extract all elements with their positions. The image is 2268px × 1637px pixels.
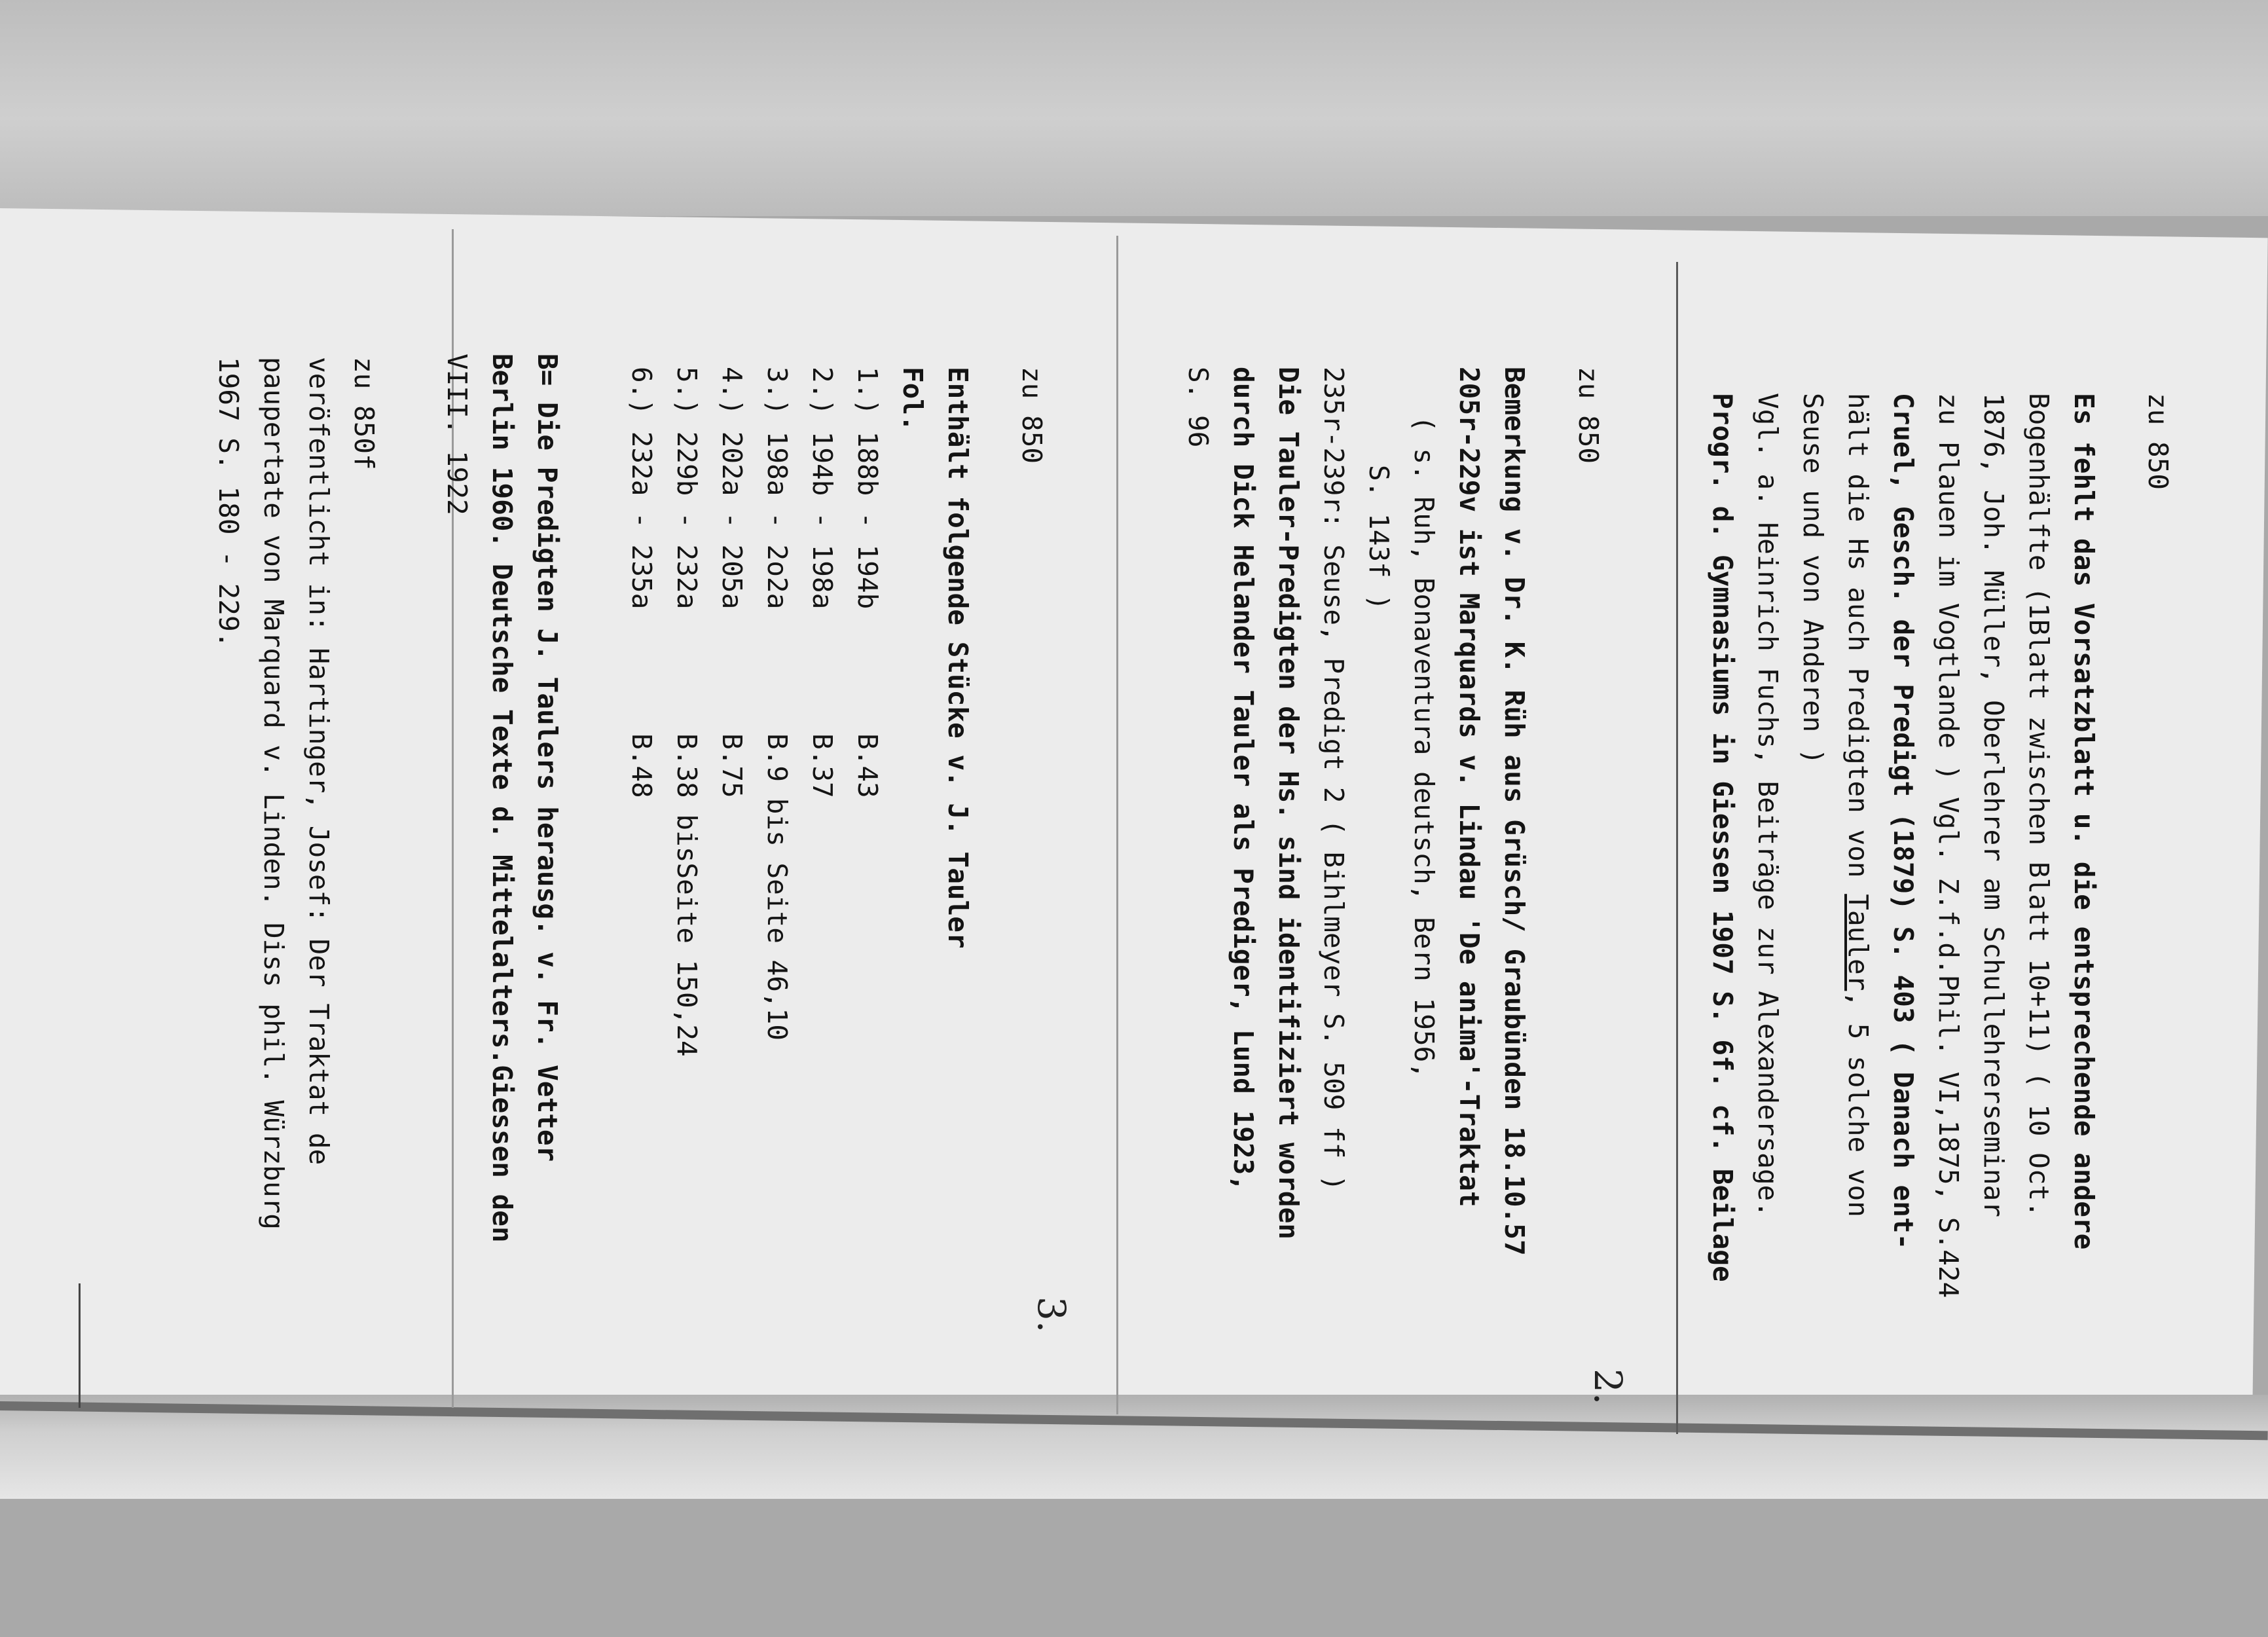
scanner-background-top (0, 0, 2268, 216)
folio-reference: B.9 bis Seite 46,10 (761, 733, 793, 1040)
card-text-line: durch Dick Helander Tauler als Prediger, Lund 1923, (1228, 367, 1259, 1191)
folio-range: 6.) 232a - 235a (626, 367, 657, 610)
card-text-line: Bogenhälfte (1Blatt zwischen Blatt 10+11) ( 10 Oct. (2023, 393, 2055, 1217)
card-text-line: ( s. Ruh, Bonaventura deutsch, Bern 1956, (1408, 416, 1440, 1079)
underlined-name: Tauler (1842, 894, 1874, 991)
card-divider-2 (1116, 236, 1118, 1414)
card-text-line: Es fehlt das Vorsatzblatt u. die entsprechende andere (2068, 393, 2100, 1250)
folio-range: 2.) 194b - 198a (807, 367, 838, 610)
card-text-line: S. 96 (1182, 367, 1214, 448)
card-text-line: 1967 S. 180 - 229. (213, 357, 244, 648)
card-text-line: Die Tauler-Predigten der Hs. sind identifiziert worden (1273, 367, 1304, 1240)
card-text-line: Enthält folgende Stücke v. J. Tauler (942, 367, 974, 949)
index-card-4-footer (434, 354, 570, 1598)
card-divider-1 (1676, 262, 1678, 1434)
card-text-line (1311, 367, 1356, 1611)
card-heading: zu 850 (2142, 393, 2174, 490)
card-text-fragment: hält die Hs auch Predigten von (1842, 393, 1874, 894)
folio-range: 235r-239r: (1318, 367, 1349, 528)
folio-range: 205r-229v (1454, 367, 1485, 513)
folio-range: 1.) 188b - 194b (852, 367, 883, 610)
folio-range: 4.) 202a - 205a (716, 367, 748, 610)
folio-reference: B.38 bisSeite 150,24 (671, 733, 703, 1057)
card-text-fragment: ist Marquards v. Lindau 'De anima'-Traktat (1454, 528, 1485, 1207)
card-text-line: Progr. d. Gymnasiums in Giessen 1907 S. 6f. cf. Beilage (1707, 393, 1738, 1282)
folio-reference: B.48 (626, 733, 657, 798)
folio-row (709, 367, 754, 1611)
card-text-line: Fol. (897, 367, 928, 432)
folio-reference: B.37 (807, 733, 838, 798)
card-heading: zu 850f (348, 357, 380, 470)
folio-row (754, 367, 799, 1611)
card-text-line: Vgl. a. Heinrich Fuchs, Beiträge zur Alexandersage. (1752, 393, 1783, 1217)
card-text-line: veröfentlicht in: Hartinger, Josef: Der Traktat de (303, 357, 335, 1166)
folio-row (799, 367, 845, 1611)
card-number: 3. (1029, 1297, 1074, 1333)
folio-row (619, 367, 664, 1611)
card-text-line (1835, 393, 1880, 1637)
folio-reference: B.43 (852, 733, 883, 798)
card-text-line: zu Plauen im Vogtlande ) Vgl. Z.f.d.Phil. VI,1875, S.424 (1933, 393, 1964, 1298)
card-text-fragment: , 5 solche von (1842, 991, 1874, 1217)
folio-row (845, 367, 890, 1611)
index-card-4 (619, 367, 1054, 1611)
card-text-line: Bemerkung v. Dr. K. Rüh aus Grüsch/ Graubünden 18.10.57 (1499, 367, 1530, 1256)
index-card-5 (206, 357, 386, 1601)
folio-row (664, 367, 709, 1611)
card-text-line: VIII. 1922 (441, 354, 473, 515)
margin-mark (79, 1283, 81, 1408)
folio-reference: B.75 (716, 733, 748, 798)
folio-range: 3.) 198a - 2o2a (761, 367, 793, 610)
card-heading: zu 850 (1016, 367, 1048, 464)
card-text-line: 1876, Joh. Müller, Oberlehrer am Schullehrerseminar (1978, 393, 2009, 1217)
card-text-line: Seuse und von Anderen ) (1797, 393, 1829, 765)
card-text-line: Berlin 1960. Deutsche Texte d. Mittelalters.Giessen den (486, 354, 518, 1243)
card-text-line: B= Die Predigten J. Taulers herausg. v. Fr. Vetter (532, 354, 563, 1162)
index-card-2 (1700, 393, 2180, 1637)
card-text-line: paupertate von Marquard v. Linden. Diss phil. Würzburg (258, 357, 289, 1230)
card-text-line: Cruel, Gesch. der Predigt (1879) S. 403 ( Danach ent- (1888, 393, 1919, 1250)
card-heading: zu 850 (1573, 367, 1604, 464)
index-card-3 (1175, 367, 1611, 1611)
card-text-line (1446, 367, 1491, 1611)
card-number: 2. (1586, 1369, 1630, 1405)
folio-range: 5.) 229b - 232a (671, 367, 703, 610)
card-text-fragment: Seuse, Predigt 2 ( Bihlmeyer S. 509 ff ) (1318, 544, 1349, 1191)
card-text-line: S. 143f ) (1363, 465, 1395, 611)
